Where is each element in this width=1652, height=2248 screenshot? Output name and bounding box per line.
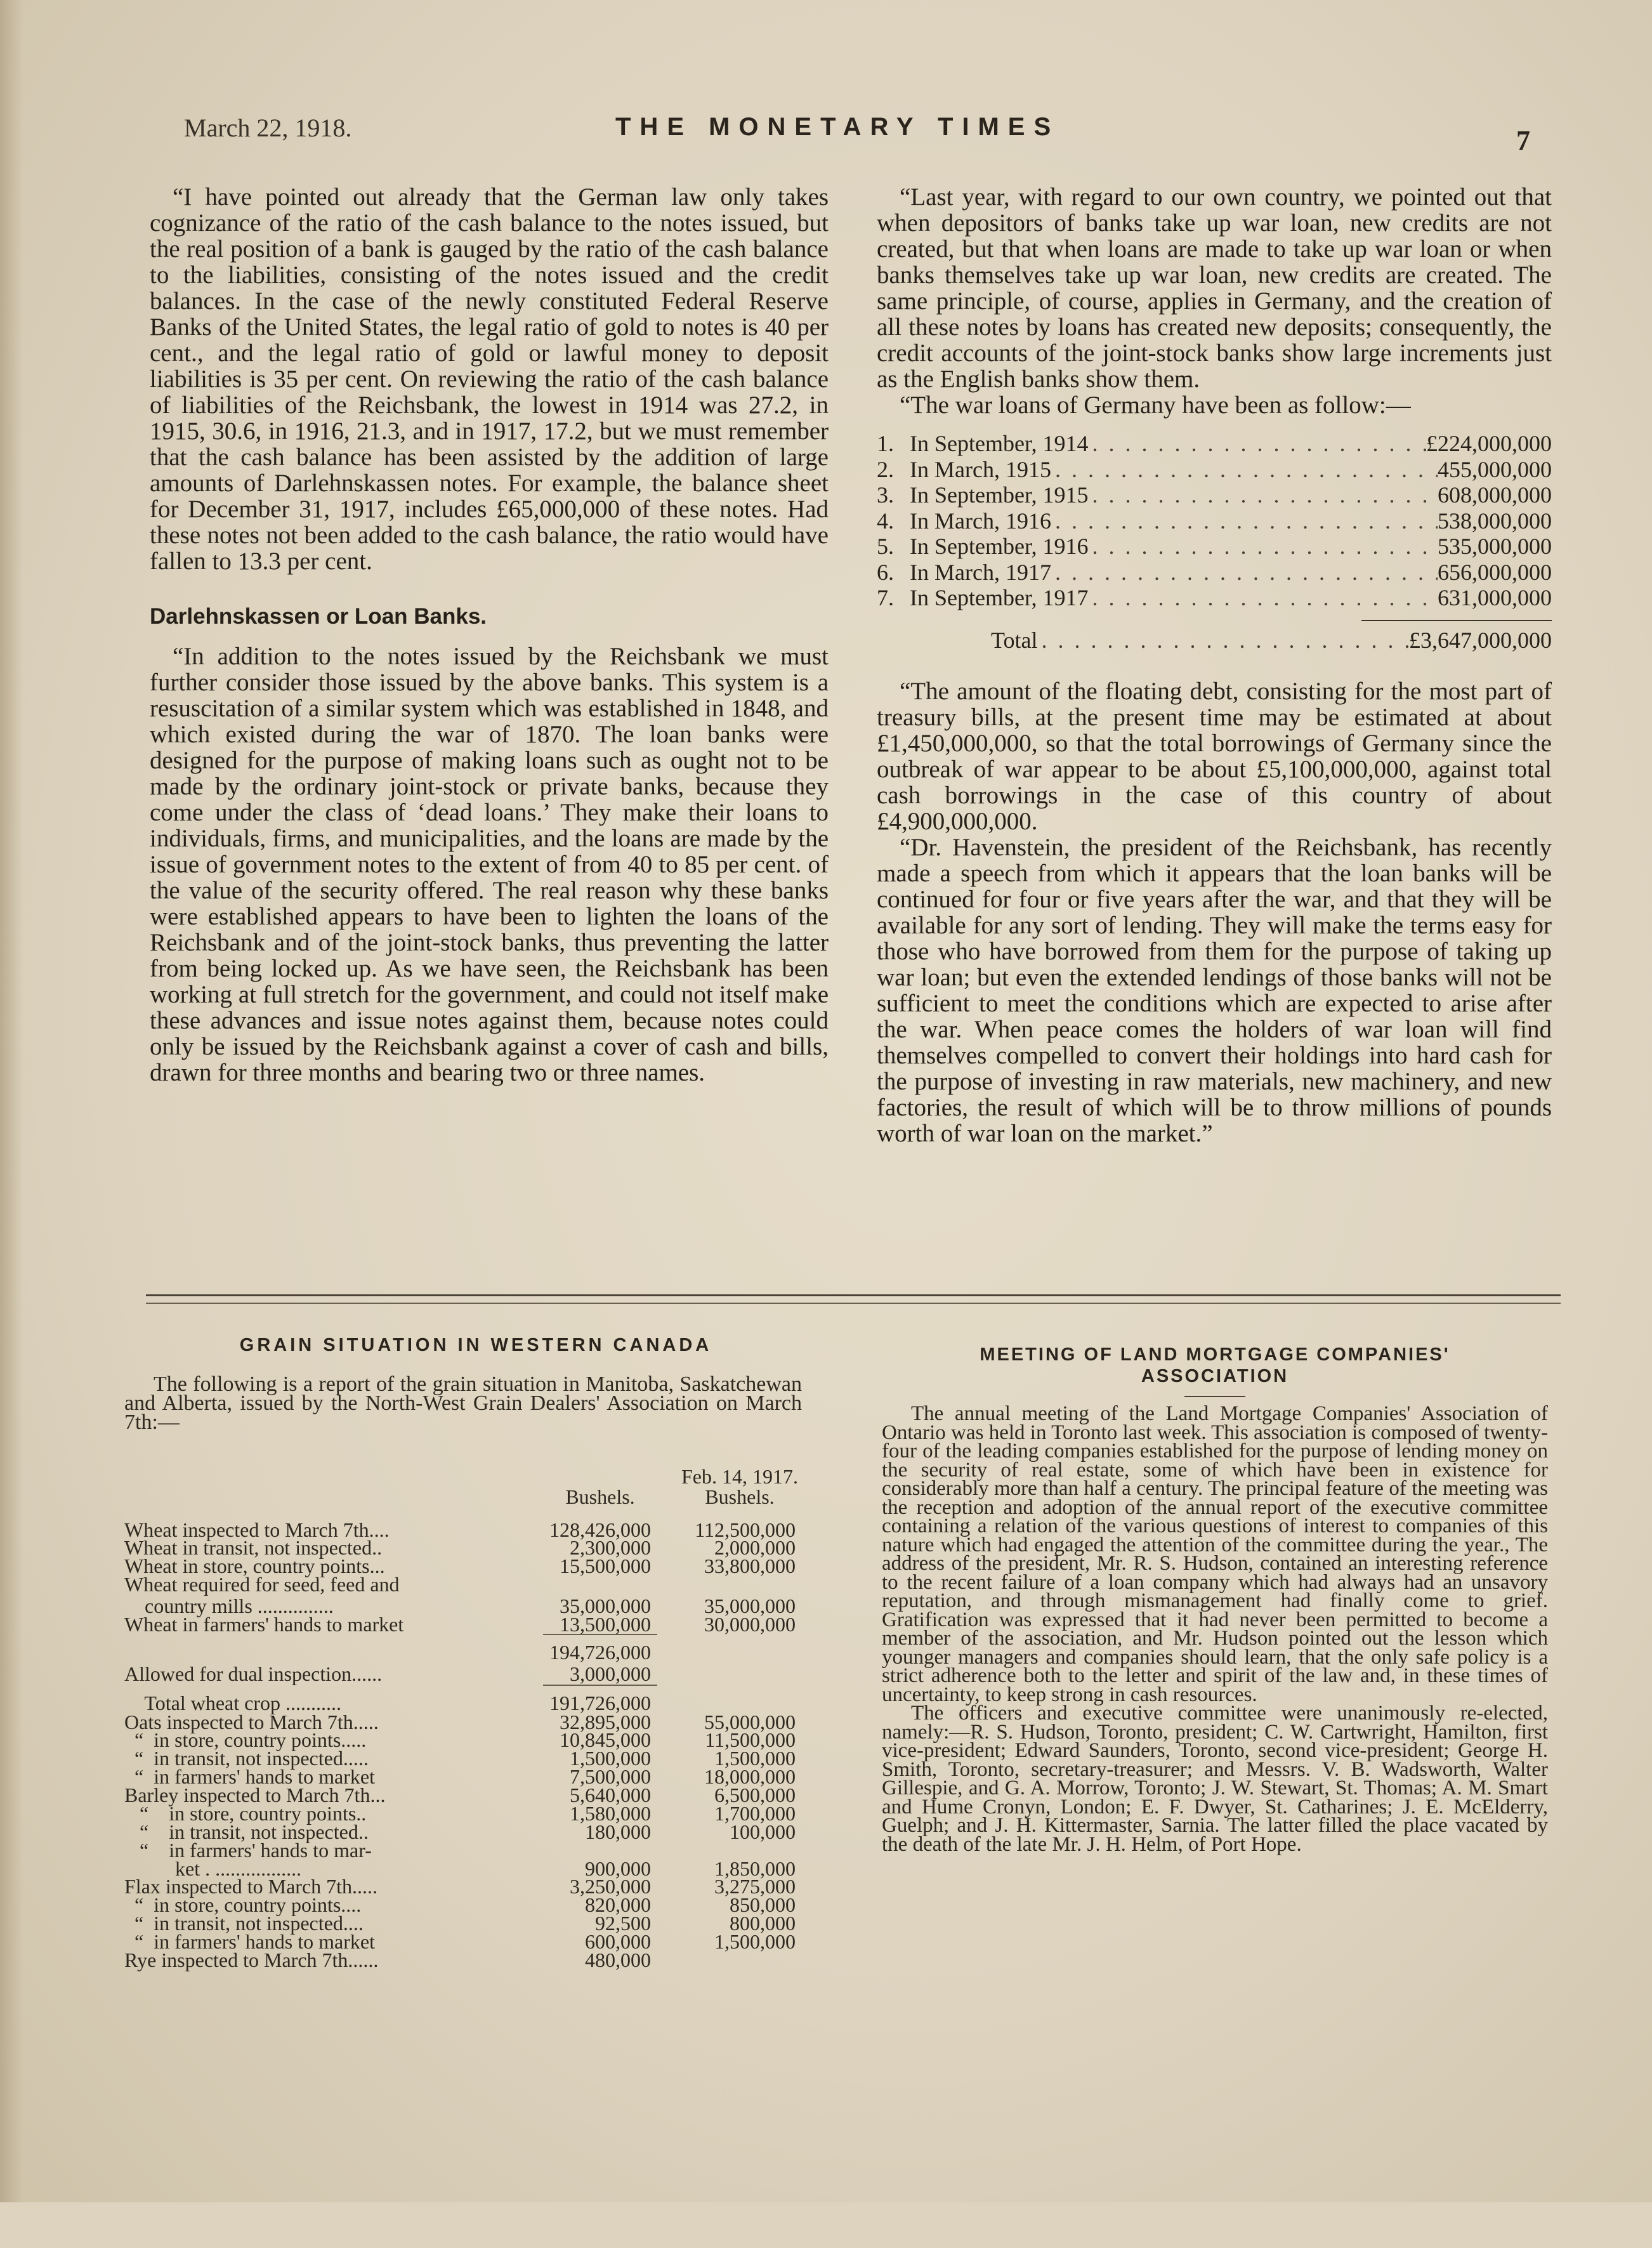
value-1917: 600,000 (585, 1930, 651, 1953)
war-loan-row: 2. In March, 1915 . . . 455,000,000 (877, 457, 1552, 483)
table-row (124, 1784, 827, 1804)
war-loan-row: 4. In March, 1916 . . . 538,000,000 (877, 508, 1552, 534)
article-heading: MEETING OF LAND MORTGAGE COMPANIES' (980, 1344, 1450, 1365)
value-1917: 13,500,000 (560, 1613, 651, 1636)
row-label: Oats inspected to March 7th..... (124, 1711, 379, 1733)
heading-rule (1184, 1396, 1245, 1397)
row-label: Wheat in transit, not inspected.. (124, 1536, 383, 1559)
col2-header-date: Feb. 14, 1917. (681, 1465, 798, 1488)
page-header (0, 113, 1652, 156)
subtotal-rule (543, 1634, 657, 1635)
value-1917: 1,580,000 (570, 1802, 651, 1825)
row-label: Wheat inspected to March 7th.... (124, 1518, 390, 1541)
total-rule (1361, 620, 1552, 621)
paragraph: “I have pointed out already that the German law only takes cognizance of the ratio of the cash balance to the notes issued, but the real position of a bank is gauged by the ratio of the cash balance to the liabilities, consisting of the notes issued and the credit balances. In the case of the newly constituted Federal Reserve Banks of the United States, the legal ratio of gold to notes is 40 per cent., and the legal ratio of gold or lawful money to deposit liabilities is 35 per cent. On reviewing the ratio of the cash balance of liabilities of the Reichsbank, the lowest in 1914 was 27.2, in 1915, 30.6, in 1916, 21.3, and in 1917, 17.2, but we must remember that the cash balance has been assisted by the addition of large amounts of Darlehnskassen notes. For example, the balance sheet for December 31, 1917, includes £65,000,000 of these notes. Had these notes not been added to the cash balance, the ratio would have fallen to 13.3 per cent. (150, 183, 829, 575)
value-feb-1917: 35,000,000 (704, 1594, 796, 1617)
value-feb-1917: 2,000,000 (714, 1536, 796, 1559)
row-label: “ in transit, not inspected.. (124, 1820, 369, 1843)
value-1917: 128,426,000 (549, 1518, 651, 1541)
value-1917: 10,845,000 (560, 1728, 651, 1751)
value-feb-1917: 55,000,000 (704, 1711, 796, 1733)
table-row (124, 1820, 827, 1841)
row-label: Allowed for dual inspection...... (124, 1662, 383, 1685)
war-loans-table (877, 431, 1552, 653)
col2-header: Bushels. (705, 1485, 775, 1508)
page-number: 7 (1516, 125, 1530, 156)
right-column (877, 184, 1552, 1147)
value-feb-1917: 11,500,000 (705, 1728, 796, 1751)
value-feb-1917: 1,500,000 (714, 1930, 796, 1953)
table-row (124, 1802, 827, 1825)
value-feb-1917: 18,000,000 (704, 1765, 796, 1788)
paragraph: The annual meeting of the Land Mortgage Companies' Association of Ontario was held in Toronto last week. This association is composed of twenty-four of the leading companies established for the purpose of lending money on the security of real estate, some of which have been in existence for considerably more than half a century. The principal feature of the meeting was the reception and adoption of the annual report of the executive committee containing a relation of the various questions of interest to companies of this nature which had engaged the attention of the committee during the year., The address of the president, Mr. R. S. Hudson, contained an interesting reference to the recent failure of a loan company which had always had an unsavory reputation, and through mismanagement had finally come to grief. Gratification was expressed that it had never been permitted to become a member of the association, and Mr. Hudson pointed out the lesson which younger managers and companies should learn, that the only safe policy is a strict adherence both to the letter and spirit of the law and, in these times of uncertainty, to keep strong in cash resources. (882, 1402, 1548, 1706)
value-feb-1917: 6,500,000 (714, 1784, 796, 1806)
row-label: “ in farmers' hands to market (124, 1765, 375, 1788)
section-divider (146, 1294, 1561, 1304)
value-1917: 480,000 (585, 1949, 651, 1971)
table-row (124, 1662, 827, 1683)
row-label: “ in transit, not inspected.... (124, 1912, 364, 1935)
table-row (124, 1555, 827, 1575)
value-1917: 92,500 (595, 1912, 651, 1935)
war-loan-total-row: Total . . . £3,647,000,000 (877, 628, 1552, 654)
row-label: Flax inspected to March 7th..... (124, 1875, 378, 1898)
war-loan-row: 1. In September, 1914 . . . £224,000,000 (877, 431, 1552, 457)
subheading: Darlehnskassen or Loan Banks. (150, 604, 487, 629)
left-column (150, 184, 829, 1086)
war-loan-row: 3. In September, 1915 . . . 608,000,000 (877, 482, 1552, 508)
value-feb-1917: 1,500,000 (714, 1747, 796, 1770)
value-1917: 3,250,000 (570, 1875, 651, 1898)
row-label: country mills ............... (124, 1594, 334, 1617)
value-1917: 2,300,000 (570, 1536, 651, 1559)
value-1917: 7,500,000 (570, 1765, 651, 1788)
table-row (124, 1930, 827, 1953)
table-row (124, 1893, 827, 1914)
article-heading: GRAIN SITUATION IN WESTERN CANADA (239, 1335, 712, 1355)
row-label: ket . ................. (124, 1857, 302, 1880)
paragraph: “Dr. Havenstein, the president of the Reichsbank, has recently made a speech from which it appears that the loan banks will be continued for four or five years after the war, and that they will be available for any sort of lending. They will make the terms easy for those who have borrowed from them for the purpose of taking up war loan; but even the extended lendings of those banks will not be sufficient to meet the conditions which are expected to arise after the war. When peace comes the holders of war loan will find themselves compelled to convert their holdings into hard cash for the purpose of investing in raw materials, new machinery, and new factories, the result of which will be to throw millions of pounds worth of war loan on the market.” (877, 834, 1552, 1147)
value-1917: 820,000 (585, 1893, 651, 1916)
table-row (124, 1692, 827, 1712)
value-1917: 191,726,000 (549, 1692, 651, 1714)
value-1917: 32,895,000 (560, 1711, 651, 1733)
value-feb-1917: 850,000 (730, 1893, 796, 1916)
page-edge-shadow (0, 0, 23, 2202)
paragraph: “In addition to the notes issued by the Reichsbank we must further consider those issued by the above banks. This system is a resuscitation of a similar system which was established in 1848, and which existed during the war of 1870. The loan banks were designed for the purpose of making loans such as ought not to be made by the ordinary joint-stock or private banks, because they come under the class of ‘dead loans.’ They make their loans to individuals, firms, and municipalities, and the loans are made by the issue of government notes to the extent of from 40 to 85 per cent. of the value of the security offered. The real reason why these banks were established appears to have been to lighten the loans of the Reichsbank and of the joint-stock banks, thus preventing the latter from being locked up. As we have seen, the Reichsbank has been working at full stretch for the government, and could not itself make these advances and issue notes against them, because notes could only be issued by the Reichsbank against a cover of cash and bills, drawn for three months and bearing two or three names. (150, 643, 829, 1086)
value-feb-1917: 800,000 (730, 1912, 796, 1935)
row-label: “ in farmers' hands to mar- (124, 1839, 372, 1862)
row-label: Rye inspected to March 7th...... (124, 1949, 379, 1971)
table-row (124, 1728, 827, 1749)
table-row (124, 1949, 827, 1969)
table-row (124, 1641, 827, 1664)
value-feb-1917: 112,500,000 (695, 1518, 796, 1541)
grain-table-wrap (124, 1455, 827, 2248)
value-feb-1917: 1,850,000 (714, 1857, 796, 1880)
table-row (124, 1765, 827, 1788)
row-label: “ in store, country points..... (124, 1728, 367, 1751)
row-label: Wheat in store, country points... (124, 1555, 385, 1577)
row-label: Total wheat crop ........... (124, 1692, 341, 1714)
issue-date: March 22, 1918. (184, 114, 352, 142)
grain-situation-article (124, 1335, 827, 2248)
value-feb-1917: 30,000,000 (704, 1613, 796, 1636)
table-row (124, 1613, 827, 1636)
paragraph: “The war loans of Germany have been as follow:— (900, 391, 1411, 419)
table-row (124, 1875, 827, 1898)
row-label: Wheat required for seed, feed and (124, 1573, 400, 1596)
col1-header: Bushels. (565, 1485, 635, 1508)
article-heading-line2: ASSOCIATION (1141, 1366, 1289, 1386)
table-row (124, 1536, 827, 1559)
paragraph: “The amount of the floating debt, consisting for the most part of treasury bills, at the present time may be estimated at about £1,450,000,000, so that the total borrowings of Germany since the outbreak of war appear to be about £5,100,000,000, against total cash borrowings in the case of this country of about £4,900,000,000. (877, 678, 1552, 835)
value-1917: 900,000 (585, 1857, 651, 1880)
table-row (124, 1839, 827, 1862)
row-label: “ in transit, not inspected..... (124, 1747, 369, 1770)
value-feb-1917: 33,800,000 (704, 1555, 796, 1577)
publication-title: THE MONETARY TIMES (615, 113, 1060, 141)
article-intro: The following is a report of the grain situation in Manitoba, Saskatchewan and Alberta, issued by the North-West Grain Dealers' Association on March 7th:— (124, 1372, 802, 1434)
value-feb-1917: 1,700,000 (714, 1802, 796, 1825)
war-loan-row: 7. In September, 1917 . . . 631,000,000 (877, 585, 1552, 611)
war-loan-row: 6. In March, 1917 . . . 656,000,000 (877, 560, 1552, 586)
value-1917: 194,726,000 (549, 1641, 651, 1664)
paragraph: The officers and executive committee were unanimously re-elected, namely:—R. S. Hudson, Toronto, president; C. W. Cartwright, Hamilton, first vice-president; Edward Saunders, Toronto, second vice-president; George H. Smith, Toronto, secretary-treasurer; and Messrs. V. B. Wadsworth, Walter Gillespie, and G. A. Morrow, Toronto; J. W. Stewart, St. Thomas; A. M. Smart and Hume Cronyn, London; E. F. Dwyer, St. Catharines; J. E. McElderry, Guelph; and J. H. Kittermaster, Sarnia. The latter filled the place vacated by the death of the late Mr. J. H. Helm, of Port Hope. (882, 1702, 1548, 1856)
value-1917: 15,500,000 (560, 1555, 651, 1577)
table-row (124, 1594, 827, 1615)
row-label: “ in farmers' hands to market (124, 1930, 375, 1953)
value-1917: 5,640,000 (570, 1784, 651, 1806)
table-row (124, 1747, 827, 1770)
value-feb-1917: 3,275,000 (714, 1875, 796, 1898)
row-label: Barley inspected to March 7th... (124, 1784, 386, 1806)
subtotal-rule (543, 1685, 657, 1686)
row-label: Wheat in farmers' hands to market (124, 1613, 404, 1636)
paragraph: “Last year, with regard to our own country, we pointed out that when depositors of banks take up war loan, new credits are not created, but that when loans are made to take up war loan or when banks themselves take up war loan, new credits are created. The same principle, of course, applies in Germany, and the creation of all these notes by loans has created new deposits; consequently, the credit accounts of the joint-stock banks show large increments just as the English banks show them. (877, 183, 1552, 393)
value-1917: 1,500,000 (570, 1747, 651, 1770)
value-1917: 180,000 (585, 1820, 651, 1843)
table-row (124, 1573, 827, 1596)
value-feb-1917: 100,000 (730, 1820, 796, 1843)
row-label: “ in store, country points.... (124, 1893, 362, 1916)
value-1917: 3,000,000 (570, 1662, 651, 1685)
war-loan-row: 5. In September, 1916 . . . 535,000,000 (877, 534, 1552, 560)
table-row (124, 1912, 827, 1935)
row-label: “ in store, country points.. (124, 1802, 367, 1825)
value-1917: 35,000,000 (560, 1594, 651, 1617)
land-mortgage-meeting-article (882, 1344, 1548, 1854)
